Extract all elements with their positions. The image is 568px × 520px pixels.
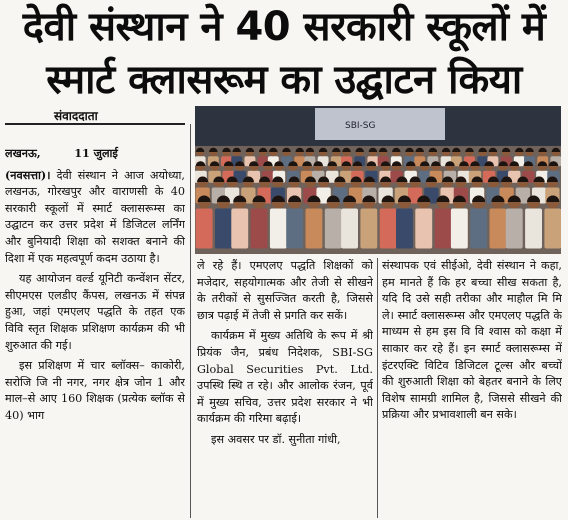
- article-column-1: [5, 145, 185, 517]
- column-rule-1: [190, 124, 191, 518]
- article-column-2: [197, 258, 373, 518]
- article-column-3: [382, 258, 562, 518]
- person-body: [325, 209, 342, 249]
- person-body: [544, 209, 561, 249]
- person-body: [470, 209, 487, 249]
- paragraph-1: देवी संस्थान ने आज अयोध्या, लखनऊ, गोरखपुर और वाराणसी के 40 सरकारी स्कूलों में स्मार्ट क्लासरूम्स का उद्घाटन कर उत्तर प्रदेश में डिजिटल लर्निंग और बुनियादी शिक्षा को सशक्त बनाने की दिशा में एक महत्वपूर्ण कदम उठाया है।: [5, 168, 185, 265]
- person-body: [341, 209, 358, 249]
- person-body: [270, 209, 287, 249]
- person-body: [215, 209, 232, 249]
- dateline: [5, 145, 185, 163]
- paragraph-2: यह आयोजन वर्ल्ड यूनिटी कन्वेंशन सेंटर, सीएमएस एलडीए कैंपस, लखनऊ में संपन्न हुआ, जहां एमएलए पद्धति के तहत एक विवि स्तृत शिक्षक प्रशिक्षण कार्यक्रम की भी शुरुआत की गई।: [5, 272, 185, 352]
- byline-rule: [5, 123, 185, 125]
- person-body: [231, 209, 248, 249]
- person-body: [196, 209, 213, 249]
- paragraph-3: इस प्रशिक्षण में चार ब्लॉक्स– काकोरी, सरोजि जि नी नगर, नगर क्षेत्र जोन 1 और माल–से आए 160 शिक्षक (प्रत्येक ब्लॉक से 40) भाग: [5, 359, 185, 422]
- headline-line-2: स्मार्ट क्लासरूम का उद्घाटन किया: [46, 57, 522, 103]
- person-body: [451, 209, 468, 249]
- person-body: [525, 209, 542, 249]
- person-body: [286, 209, 303, 249]
- paragraph-5: कार्यक्रम में मुख्य अतिथि के रूप में श्री प्रियंक जैन, प्रबंध निदेशक, SBI-SG Global Securities Pvt. Ltd. उपस्थि स्थि त रहे। और आलोक रंजन, पूर्व में मुख्य सचिव, उत्तर प्रदेश सरकार ने भी कार्यक्रम की गरिमा बढ़ाई।: [197, 329, 373, 426]
- paragraph-4: ले रहे हैं। एमएलए पद्धति शिक्षकों को मजेदार, सहयोगात्मक और तेजी से सीखने के तरीकों से सुसज्जित करती है, जिससे छात्र पढ़ाई में तेजी से प्रगति कर सकें।: [197, 259, 373, 322]
- dateline-city: लखनऊ,: [5, 146, 41, 160]
- person-body: [490, 209, 507, 249]
- dateline-date: 11 जुलाई: [74, 146, 118, 160]
- person-body: [396, 209, 413, 249]
- person-body: [251, 209, 268, 249]
- banner-text: SBI-SG: [345, 121, 376, 131]
- column-rule-2: [377, 258, 378, 518]
- person-body: [415, 209, 432, 249]
- person-body: [435, 209, 452, 249]
- group-photo: [195, 106, 561, 254]
- paragraph-6: इस अवसर पर डॉ. सुनीता गांधी,: [211, 432, 341, 446]
- person-body: [380, 209, 397, 249]
- person-body: [306, 209, 323, 249]
- person-body: [506, 209, 523, 249]
- byline: संवाददाता: [54, 109, 98, 123]
- person-body: [360, 209, 377, 249]
- group-photo-illustration: [195, 106, 561, 254]
- paragraph-7: संस्थापक एवं सीईओ, देवी संस्थान ने कहा, हम मानते हैं कि हर बच्चा सीख सकता है, यदि दि उसे सही तरीका और माहौल मि मि ले। स्मार्ट क्लासरूम्स और एमएलए पद्धति के माध्यम से हम इस वि वि श्वास को कक्षा में साकार कर रहे हैं। इन स्मार्ट क्लासरूम्स में इंटरएक्टि विटिव डिजिटल टूल्स और बच्चों की शुरुआती शिक्षा को बेहतर बनाने के लिए विशेष सामग्री शामिल है, जिससे सीखने की प्रक्रिया और प्रभावशाली बन सके।: [382, 259, 562, 422]
- headline-line-1: देवी संस्थान ने 40 सरकारी स्कूलों में: [22, 4, 546, 50]
- dateline-source: (नवसत्ता)।: [5, 167, 51, 182]
